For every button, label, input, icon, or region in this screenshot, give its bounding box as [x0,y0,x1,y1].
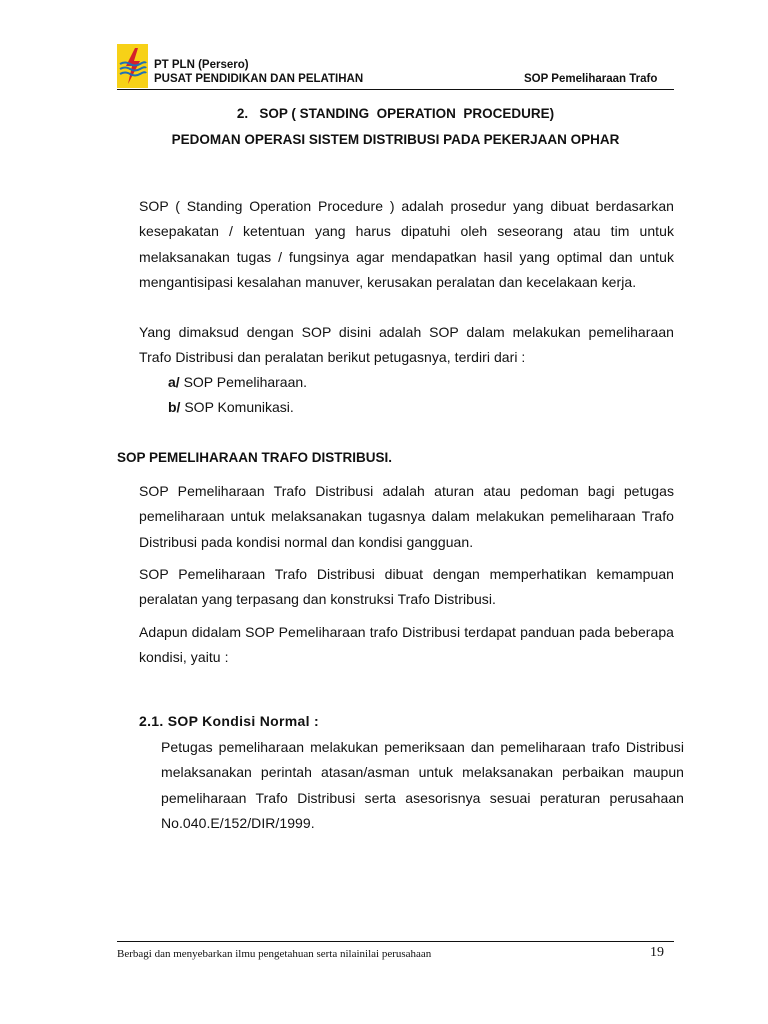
subsection-paragraph: Petugas pemeliharaan melakukan pemeriksaan dan pemeliharaan trafo Distribusi melaksanakan perintah atasan/asman untuk melaksanakan perbaikan maupun pemeliharaan Trafo Distribusi serta asesorisnya sesuai peraturan perusahaan No.040.E/152/DIR/1999. [161,739,684,831]
header-divider [117,89,674,90]
header-unit: PUSAT PENDIDIKAN DAN PELATIHAN [154,73,364,85]
section-paragraph: SOP Pemeliharaan Trafo Distribusi dibuat dengan memperhatikan kemampuan peralatan yang terpasang dan konstruksi Trafo Distribusi. [139,566,674,608]
footer-tagline: Berbagi dan menyebarkan ilmu pengetahuan serta nilainilai perusahaan [117,948,432,960]
page-subtitle: PEDOMAN OPERASI SISTEM DISTRIBUSI PADA PEKERJAAN OPHAR [171,132,620,147]
pln-logo-icon [117,44,148,88]
maksud-paragraph: Yang dimaksud dengan SOP disini adalah SOP dalam melakukan pemeliharaan Trafo Distribusi dan peralatan berikut petugasnya, terdiri dari : [139,324,674,366]
header-company: PT PLN (Persero) [154,59,249,71]
page-title: 2. SOP ( STANDING OPERATION PROCEDURE) [236,106,555,121]
list-marker: b/ [168,399,181,415]
section-heading: SOP PEMELIHARAAN TRAFO DISTRIBUSI. [117,450,393,465]
page-number: 19 [650,945,664,960]
section-paragraph: Adapun didalam SOP Pemeliharaan trafo Distribusi terdapat panduan pada beberapa kondisi, yaitu : [139,624,674,666]
section-paragraph: SOP Pemeliharaan Trafo Distribusi adalah aturan atau pedoman bagi petugas pemeliharaan untuk melaksanakan tugasnya dalam melakukan pemeliharaan Trafo Distribusi pada kondisi normal dan kondisi gangguan. [139,483,674,550]
list-text: SOP Pemeliharaan. [179,374,308,390]
list-item [168,395,294,420]
header-doc-title: SOP Pemeliharaan Trafo [524,73,658,85]
subsection-heading: 2.1. SOP Kondisi Normal : [139,713,319,729]
list-marker: a/ [168,374,180,390]
footer-divider [117,941,674,942]
intro-paragraph: SOP ( Standing Operation Procedure ) adalah prosedur yang dibuat berdasarkan kesepakatan / ketentuan yang harus dipatuhi oleh seseorang atau tim untuk melaksanakan tugas / fungsinya agar mendapatkan hasil yang optimal dan untuk mengantisipasi kesalahan manuver, kerusakan peralatan dan kecelakaan kerja. [139,198,674,290]
list-text: SOP Komunikasi. [180,399,294,415]
list-item [168,370,307,395]
